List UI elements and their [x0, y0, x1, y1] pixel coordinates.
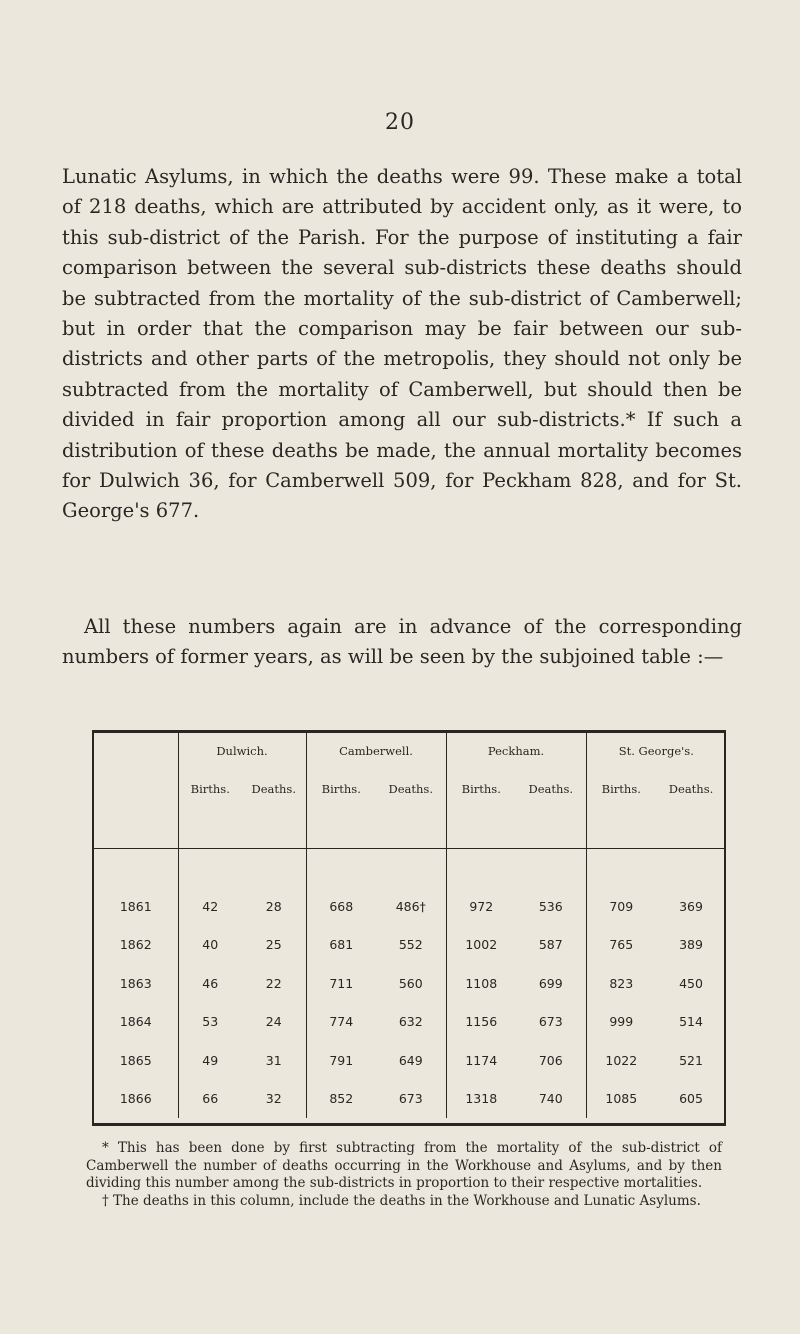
district-header-peckham: Peckham. — [446, 733, 586, 769]
subheader-births: Births. — [178, 769, 242, 809]
table-row — [94, 1041, 726, 1080]
deaths-cell: 24 — [265, 1014, 282, 1030]
table-row — [94, 964, 726, 1003]
births-cell: 1002 — [446, 926, 516, 965]
births-cell: 1108 — [446, 964, 516, 1003]
births-cell: 972 — [446, 887, 516, 926]
births-cell: 40 — [178, 926, 242, 965]
births-cell: 42 — [178, 887, 242, 926]
births-cell: 49 — [178, 1041, 242, 1080]
deaths-cell: 706 — [538, 1052, 563, 1068]
district-header-st-georges: St. George's. — [586, 733, 726, 769]
year-cell: 1865 — [119, 1052, 152, 1068]
deaths-cell: 369 — [679, 898, 703, 914]
births-cell: 823 — [586, 964, 656, 1003]
table-row — [94, 926, 726, 965]
deaths-cell: 25 — [265, 937, 282, 953]
subheader-births: Births. — [446, 769, 516, 809]
deaths-cell: 514 — [679, 1014, 703, 1030]
deaths-cell: 673 — [538, 1014, 563, 1030]
births-cell: 1085 — [586, 1080, 656, 1119]
year-cell: 1861 — [119, 898, 152, 914]
births-cell: 1022 — [586, 1041, 656, 1080]
deaths-cell: 649 — [398, 1052, 423, 1068]
deaths-cell: 632 — [398, 1014, 423, 1030]
year-cell: 1866 — [119, 1091, 152, 1107]
district-header-dulwich: Dulwich. — [178, 733, 306, 769]
page-number: 20 — [385, 110, 415, 135]
deaths-cell: 28 — [265, 898, 282, 914]
deaths-cell: 673 — [398, 1091, 423, 1107]
body-paragraph-2: All these numbers again are in advance of the corresponding numbers of former years, as will be seen by the subjoined table :— — [62, 615, 742, 669]
deaths-cell: 31 — [265, 1052, 282, 1068]
births-cell: 852 — [306, 1080, 376, 1119]
footnotes — [86, 1140, 722, 1210]
deaths-cell: 486† — [395, 898, 426, 914]
deaths-cell: 521 — [679, 1052, 703, 1068]
births-cell: 711 — [306, 964, 376, 1003]
births-cell: 668 — [306, 887, 376, 926]
deaths-cell: 605 — [679, 1091, 703, 1107]
body-paragraph-1: Lunatic Asylums, in which the deaths were 99. These make a total of 218 deaths, which are attributed by accident only, as it were, to this sub-district of the Parish. For the purpose of instituting a fair comparison between the several sub-districts these deaths should be subtracted from the mortality of the sub-district of Camberwell; but in order that the comparison may be fair between our sub-districts and other parts of the metropolis, they should not only be subtracted from the mortality of Camberwell, but should then be divided in fair proportion among all our sub-districts.* If such a distribution of these deaths be made, the annual mortality becomes for Dulwich 36, for Camberwell 509, for Peckham 828, and for St. George's 677. — [62, 165, 742, 523]
year-cell: 1862 — [119, 937, 152, 953]
deaths-cell: 536 — [538, 898, 563, 914]
data-table — [94, 733, 726, 1118]
subheader-births: Births. — [306, 769, 376, 809]
deaths-cell: 699 — [538, 975, 563, 991]
subheader-births: Births. — [586, 769, 656, 809]
footnote-dagger: † The deaths in this column, include the deaths in the Workhouse and Lunatic Asylums. — [102, 1192, 701, 1209]
year-cell: 1863 — [119, 975, 152, 991]
subheader-deaths: Deaths. — [388, 782, 433, 796]
births-cell: 765 — [586, 926, 656, 965]
births-cell: 46 — [178, 964, 242, 1003]
births-cell: 1156 — [446, 1003, 516, 1042]
year-header-blank — [94, 733, 178, 769]
births-cell: 1318 — [446, 1080, 516, 1119]
table-row — [94, 887, 726, 926]
births-deaths-table — [92, 730, 726, 1126]
deaths-cell: 32 — [265, 1091, 282, 1107]
subheader-deaths: Deaths. — [528, 782, 573, 796]
deaths-cell: 389 — [679, 937, 703, 953]
header-rule — [94, 809, 726, 848]
births-cell: 66 — [178, 1080, 242, 1119]
subheader-blank — [94, 769, 178, 809]
births-cell: 791 — [306, 1041, 376, 1080]
deaths-cell: 560 — [398, 975, 423, 991]
births-cell: 681 — [306, 926, 376, 965]
deaths-cell: 22 — [265, 975, 282, 991]
subheader-deaths: Deaths. — [251, 782, 296, 796]
year-cell: 1864 — [119, 1014, 152, 1030]
table-row — [94, 1080, 726, 1119]
table-row — [94, 1003, 726, 1042]
footnote-asterisk: * This has been done by first subtracting from the mortality of the sub-district of Camberwell the number of deaths occurring in the Workhouse and Asylums, and by then dividing this number among the sub-districts in proportion to their respective mortalities. — [86, 1140, 722, 1191]
deaths-cell: 552 — [398, 937, 423, 953]
births-cell: 774 — [306, 1003, 376, 1042]
births-cell: 709 — [586, 887, 656, 926]
subheader-deaths: Deaths. — [668, 782, 714, 796]
district-header-camberwell: Camberwell. — [306, 733, 446, 769]
deaths-cell: 587 — [538, 937, 563, 953]
deaths-cell: 450 — [679, 975, 703, 991]
births-cell: 999 — [586, 1003, 656, 1042]
births-cell: 53 — [178, 1003, 242, 1042]
births-cell: 1174 — [446, 1041, 516, 1080]
deaths-cell: 740 — [538, 1091, 563, 1107]
